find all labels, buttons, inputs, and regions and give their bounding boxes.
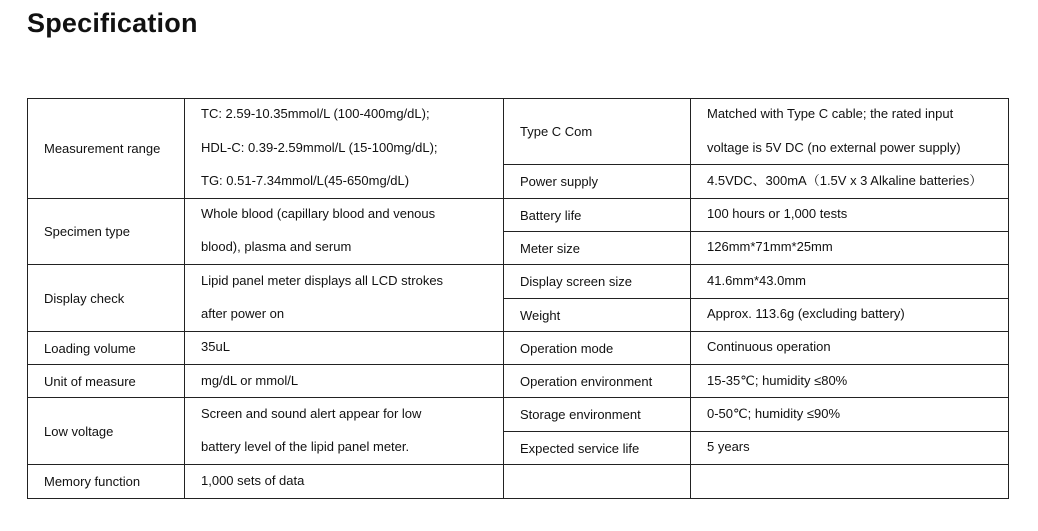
spec-label: Battery life bbox=[520, 207, 582, 223]
spec-value: Screen and sound alert appear for low bbox=[201, 406, 422, 421]
table-row-border bbox=[27, 364, 504, 365]
spec-label: Unit of measure bbox=[44, 373, 136, 389]
spec-value: after power on bbox=[201, 306, 285, 321]
spec-value: 15-35℃; humidity ≤80% bbox=[707, 373, 848, 388]
table-row-border bbox=[27, 331, 504, 332]
spec-value: Lipid panel meter displays all LCD strokes bbox=[201, 273, 444, 288]
spec-label: Measurement range bbox=[44, 141, 161, 156]
table-row-border bbox=[27, 264, 504, 265]
spec-value: TG: 0.51-7.34mmol/L(45-650mg/dL) bbox=[201, 173, 410, 188]
table-row-border bbox=[503, 231, 1009, 232]
table-row-border bbox=[27, 464, 504, 465]
table-row-border bbox=[503, 464, 1009, 465]
spec-label: Operation mode bbox=[520, 340, 614, 356]
spec-value: Whole blood (capillary blood and venous bbox=[201, 206, 436, 221]
table-row-border bbox=[27, 397, 504, 398]
spec-label: Type C Com bbox=[520, 124, 593, 139]
spec-label: Low voltage bbox=[44, 423, 114, 439]
table-row-border bbox=[27, 98, 504, 99]
spec-value: voltage is 5V DC (no external power supply) bbox=[707, 140, 961, 155]
spec-label: Loading volume bbox=[44, 340, 136, 356]
page-title: Specification bbox=[27, 8, 198, 38]
spec-value: 4.5VDC、300mA（1.5V x 3 Alkaline batteries） bbox=[707, 173, 983, 188]
table-row-border bbox=[503, 397, 1009, 398]
spec-value: Continuous operation bbox=[707, 339, 831, 354]
spec-value: 0-50℃; humidity ≤90% bbox=[707, 406, 841, 421]
table-row-border bbox=[503, 98, 1009, 99]
spec-value: battery level of the lipid panel meter. bbox=[201, 439, 410, 454]
spec-value: blood), plasma and serum bbox=[201, 239, 352, 254]
spec-label: Power supply bbox=[520, 174, 599, 189]
spec-value: 126mm*71mm*25mm bbox=[707, 239, 833, 254]
spec-label: Storage environment bbox=[520, 407, 641, 422]
table-row-border bbox=[503, 364, 1009, 365]
table-row-border bbox=[503, 264, 1009, 265]
table-column-border bbox=[27, 98, 28, 499]
table-row-border bbox=[503, 298, 1009, 299]
spec-label: Meter size bbox=[520, 240, 580, 256]
spec-label: Display screen size bbox=[520, 274, 632, 289]
table-row-border bbox=[27, 198, 504, 199]
table-column-border bbox=[184, 98, 185, 499]
spec-label: Weight bbox=[520, 307, 561, 323]
table-row-border bbox=[503, 431, 1009, 432]
spec-label: Operation environment bbox=[520, 373, 653, 389]
spec-value: HDL-C: 0.39-2.59mmol/L (15-100mg/dL); bbox=[201, 140, 438, 155]
spec-label: Expected service life bbox=[520, 440, 640, 456]
table-row-border bbox=[503, 331, 1009, 332]
spec-label: Specimen type bbox=[44, 224, 130, 239]
table-row-border bbox=[503, 198, 1009, 199]
spec-value: 5 years bbox=[707, 439, 750, 454]
table-row-border bbox=[503, 498, 1009, 499]
spec-value: TC: 2.59-10.35mmol/L (100-400mg/dL); bbox=[201, 106, 430, 121]
spec-value: 35uL bbox=[201, 339, 230, 354]
spec-label: Display check bbox=[44, 290, 125, 306]
spec-value: Matched with Type C cable; the rated input bbox=[707, 106, 954, 121]
table-row-border bbox=[503, 164, 1009, 165]
spec-label: Memory function bbox=[44, 474, 141, 489]
spec-value: mg/dL or mmol/L bbox=[201, 373, 299, 388]
spec-value: 100 hours or 1,000 tests bbox=[707, 206, 848, 221]
spec-value: Approx. 113.6g (excluding battery) bbox=[707, 306, 905, 321]
table-row-border bbox=[27, 498, 504, 499]
spec-value: 1,000 sets of data bbox=[201, 473, 305, 488]
spec-value: 41.6mm*43.0mm bbox=[707, 273, 806, 288]
